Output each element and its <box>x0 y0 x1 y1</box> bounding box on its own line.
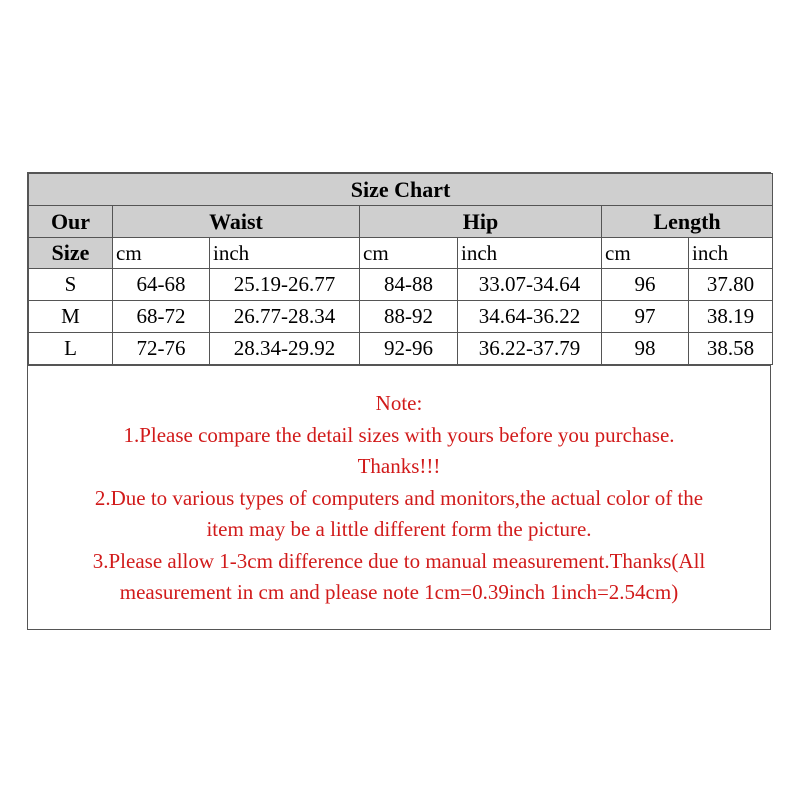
cell-length-cm: 98 <box>602 333 689 365</box>
unit-waist-inch: inch <box>210 238 360 269</box>
title-row <box>29 174 773 206</box>
unit-length-cm: cm <box>602 238 689 269</box>
cell-hip-inch: 34.64-36.22 <box>458 301 602 333</box>
group-header-row <box>29 206 773 238</box>
unit-header-row <box>29 238 773 269</box>
cell-hip-cm: 88-92 <box>360 301 458 333</box>
cell-length-inch: 38.58 <box>689 333 773 365</box>
cell-hip-inch: 36.22-37.79 <box>458 333 602 365</box>
cell-waist-inch: 26.77-28.34 <box>210 301 360 333</box>
header-waist: Waist <box>113 206 360 238</box>
note-line: Thanks!!! <box>357 454 441 478</box>
cell-length-inch: 37.80 <box>689 269 773 301</box>
cell-size: S <box>29 269 113 301</box>
size-table <box>28 173 773 365</box>
note-line: measurement in cm and please note 1cm=0.39inch 1inch=2.54cm) <box>119 580 679 604</box>
size-chart <box>27 172 771 630</box>
table-row <box>29 333 773 365</box>
note-line: 3.Please allow 1-3cm difference due to manual measurement.Thanks(All <box>92 548 706 573</box>
cell-hip-cm: 84-88 <box>360 269 458 301</box>
chart-title: Size Chart <box>29 174 773 206</box>
notes-section <box>28 365 770 629</box>
note-line: 1.Please compare the detail sizes with yours before you purchase. <box>123 422 675 447</box>
unit-waist-cm: cm <box>113 238 210 269</box>
note-line: item may be a little different form the picture. <box>206 517 592 541</box>
cell-waist-inch: 28.34-29.92 <box>210 333 360 365</box>
header-our: Our <box>29 206 113 238</box>
unit-hip-inch: inch <box>458 238 602 269</box>
cell-size: L <box>29 333 113 365</box>
cell-waist-cm: 72-76 <box>113 333 210 365</box>
table-row <box>29 301 773 333</box>
cell-waist-cm: 68-72 <box>113 301 210 333</box>
note-line: 2.Due to various types of computers and monitors,the actual color of the <box>94 485 704 510</box>
header-length: Length <box>602 206 773 238</box>
header-size: Size <box>29 238 113 269</box>
cell-length-cm: 96 <box>602 269 689 301</box>
unit-hip-cm: cm <box>360 238 458 269</box>
cell-size: M <box>29 301 113 333</box>
cell-waist-inch: 25.19-26.77 <box>210 269 360 301</box>
cell-hip-cm: 92-96 <box>360 333 458 365</box>
table-row <box>29 269 773 301</box>
cell-length-inch: 38.19 <box>689 301 773 333</box>
cell-length-cm: 97 <box>602 301 689 333</box>
cell-hip-inch: 33.07-34.64 <box>458 269 602 301</box>
unit-length-inch: inch <box>689 238 773 269</box>
header-hip: Hip <box>360 206 602 238</box>
cell-waist-cm: 64-68 <box>113 269 210 301</box>
note-heading: Note: <box>375 391 423 415</box>
